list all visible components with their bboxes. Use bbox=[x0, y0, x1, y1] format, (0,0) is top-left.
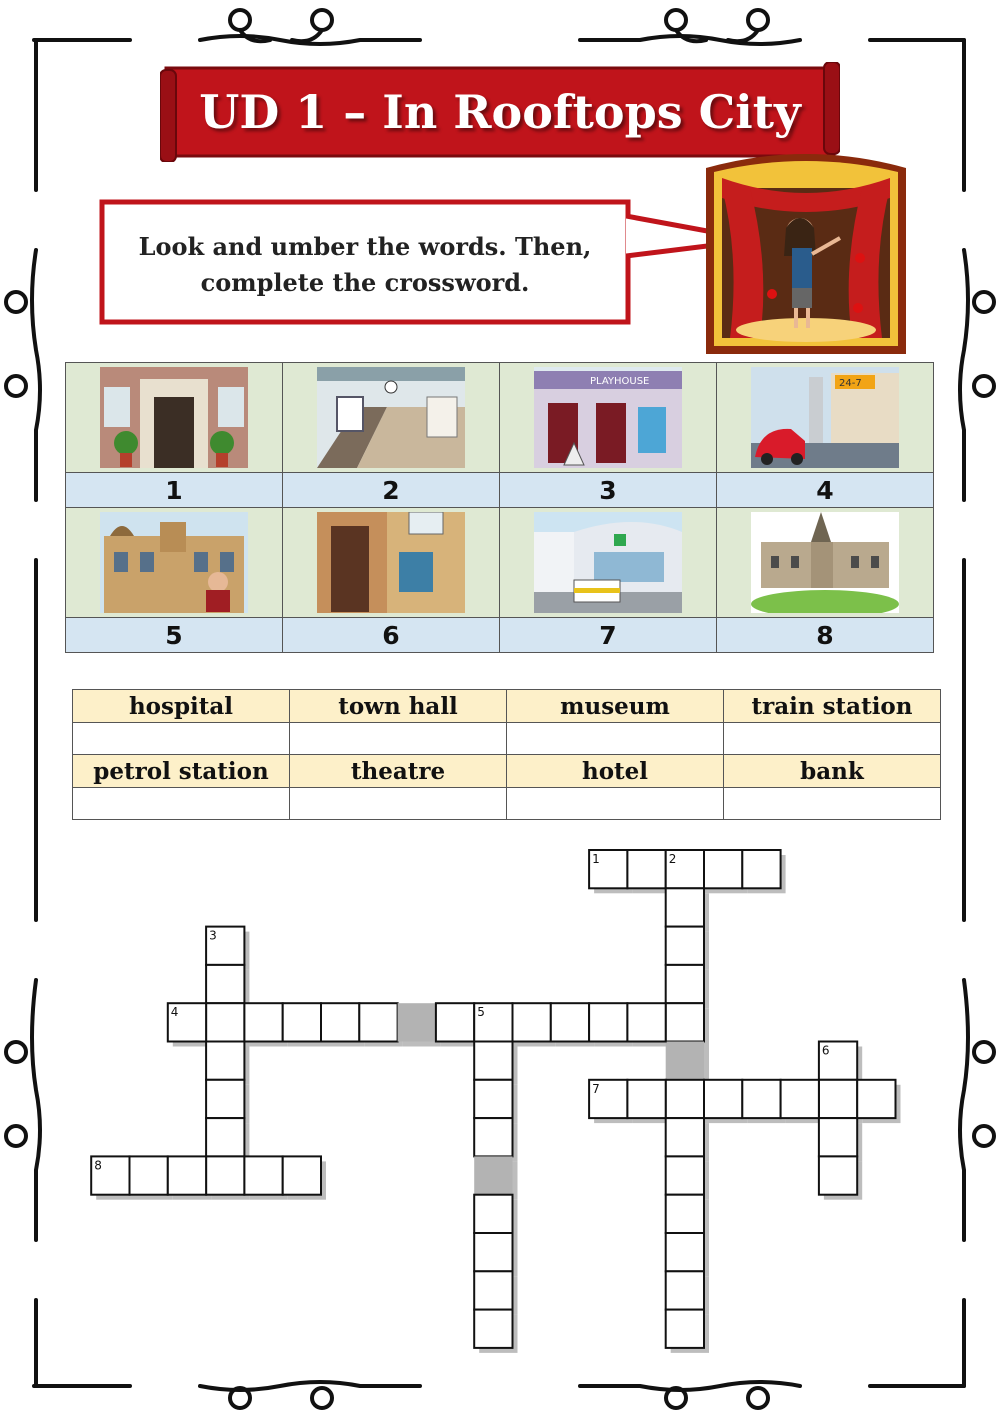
crossword-cell[interactable] bbox=[666, 1003, 704, 1041]
picture-number: 2 bbox=[283, 473, 500, 508]
crossword-cell[interactable] bbox=[819, 1080, 857, 1118]
picture-number: 3 bbox=[500, 473, 717, 508]
picture-number: 4 bbox=[717, 473, 934, 508]
crossword-cell[interactable] bbox=[666, 1118, 704, 1156]
crossword-clue-number: 1 bbox=[592, 852, 600, 866]
crossword-cell[interactable] bbox=[742, 1080, 780, 1118]
crossword-cell[interactable] bbox=[742, 850, 780, 888]
crossword-cell[interactable] bbox=[819, 1156, 857, 1194]
crossword-cell[interactable] bbox=[666, 1195, 704, 1233]
crossword-clue-number: 5 bbox=[477, 1005, 485, 1020]
picture-number: 1 bbox=[66, 473, 283, 508]
crossword-cell[interactable] bbox=[551, 1003, 589, 1041]
crossword-cell[interactable] bbox=[206, 1080, 244, 1118]
word-label: train station bbox=[724, 690, 941, 723]
crossword-cell[interactable] bbox=[474, 1271, 512, 1309]
crossword-cell[interactable] bbox=[589, 1003, 627, 1041]
crossword-cell[interactable] bbox=[283, 1003, 321, 1041]
crossword-cell[interactable] bbox=[474, 1118, 512, 1156]
crossword-blocked-cell bbox=[398, 1003, 436, 1041]
crossword-cell[interactable] bbox=[474, 1233, 512, 1271]
word-label: theatre bbox=[290, 755, 507, 788]
crossword-cell[interactable] bbox=[206, 1042, 244, 1080]
crossword-cell[interactable] bbox=[666, 1080, 704, 1118]
crossword-clue-number: 2 bbox=[668, 852, 677, 866]
crossword-cell[interactable] bbox=[244, 1156, 282, 1194]
picture-number: 8 bbox=[717, 618, 934, 653]
crossword-cell[interactable] bbox=[857, 1080, 895, 1118]
crossword-clue-number: 4 bbox=[170, 1005, 179, 1020]
crossword-cell[interactable] bbox=[666, 927, 704, 965]
crossword-clue-number: 6 bbox=[821, 1043, 830, 1058]
crossword-cell[interactable] bbox=[781, 1080, 819, 1118]
crossword-cell[interactable] bbox=[359, 1003, 397, 1041]
crossword-cell[interactable] bbox=[513, 1003, 551, 1041]
page-title: UD 1 – In Rooftops City bbox=[199, 85, 801, 139]
crossword-cell[interactable] bbox=[474, 1080, 512, 1118]
word-label: museum bbox=[507, 690, 724, 723]
crossword-cell[interactable] bbox=[666, 1233, 704, 1271]
crossword-cell[interactable] bbox=[283, 1156, 321, 1194]
instructions-line-1: Look and umber the words. Then, bbox=[138, 232, 592, 261]
crossword-cell[interactable] bbox=[130, 1156, 168, 1194]
crossword-cell[interactable] bbox=[244, 1003, 282, 1041]
crossword-cell[interactable] bbox=[819, 1118, 857, 1156]
crossword-cell[interactable] bbox=[666, 888, 704, 926]
crossword-cell[interactable] bbox=[474, 1042, 512, 1080]
crossword-clue-number: 7 bbox=[592, 1081, 600, 1096]
crossword-cell[interactable] bbox=[704, 850, 742, 888]
crossword-cell[interactable] bbox=[206, 1156, 244, 1194]
crossword-cell[interactable] bbox=[321, 1003, 359, 1041]
word-label: hospital bbox=[73, 690, 290, 723]
crossword-clue-number: 8 bbox=[94, 1158, 102, 1173]
crossword-cell[interactable] bbox=[436, 1003, 474, 1041]
crossword-clue-number: 3 bbox=[209, 928, 217, 943]
crossword-cell[interactable] bbox=[474, 1310, 512, 1348]
picture-number: 6 bbox=[283, 618, 500, 653]
crossword-cell[interactable] bbox=[206, 1118, 244, 1156]
crossword-cell[interactable] bbox=[168, 1156, 206, 1194]
crossword-cell[interactable] bbox=[704, 1080, 742, 1118]
word-label: petrol station bbox=[73, 755, 290, 788]
picture-number: 7 bbox=[500, 618, 717, 653]
crossword-cell[interactable] bbox=[666, 965, 704, 1003]
crossword-cell[interactable] bbox=[206, 965, 244, 1003]
word-label: town hall bbox=[290, 690, 507, 723]
crossword-cell[interactable] bbox=[627, 1080, 665, 1118]
word-label: hotel bbox=[507, 755, 724, 788]
crossword-blocked-cell bbox=[666, 1042, 704, 1080]
word-label: bank bbox=[724, 755, 941, 788]
crossword-cell[interactable] bbox=[474, 1195, 512, 1233]
crossword-blocked-cell bbox=[474, 1156, 512, 1194]
picture-number: 5 bbox=[66, 618, 283, 653]
crossword-cell[interactable] bbox=[627, 850, 665, 888]
crossword-cell[interactable] bbox=[666, 1156, 704, 1194]
instructions-line-2: complete the crossword. bbox=[200, 268, 530, 297]
petrol-sign: 24-7 bbox=[839, 378, 862, 389]
crossword-cell[interactable] bbox=[666, 1310, 704, 1348]
playhouse-sign: PLAYHOUSE bbox=[590, 376, 650, 387]
crossword-cell[interactable] bbox=[666, 1271, 704, 1309]
crossword-cell[interactable] bbox=[206, 1003, 244, 1041]
crossword-cell[interactable] bbox=[627, 1003, 665, 1041]
